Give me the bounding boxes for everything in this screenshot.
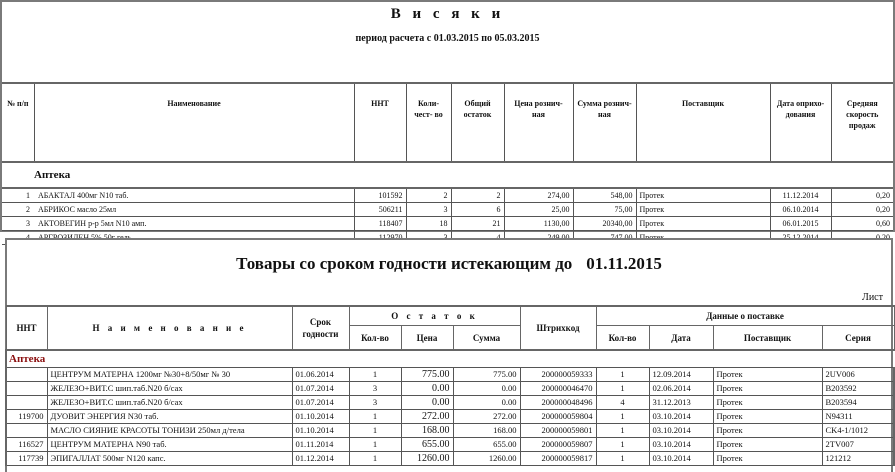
cell-nnt	[6, 396, 47, 410]
cell-barcode: 200000048496	[520, 396, 596, 410]
report-stale-goods	[0, 0, 895, 232]
cell-speed: 0,60	[831, 217, 893, 231]
cell-delivery-supplier: Протек	[713, 368, 822, 382]
cell-delivery-date: 03.10.2014	[649, 424, 713, 438]
cell-qty: 3	[406, 203, 451, 217]
table-row	[6, 452, 894, 466]
cell-expiry: 01.06.2014	[292, 368, 349, 382]
cell-name: ДУОВИТ ЭНЕРГИЯ N30 таб.	[47, 410, 292, 424]
col-header-speed: Средняя скорость продаж	[831, 83, 893, 162]
col-header-stock-sum: Сумма	[453, 326, 520, 351]
report-title: В и с я к и	[390, 6, 505, 22]
cell-name: МАСЛО СИЯНИЕ КРАСОТЫ ТОНИЗИ 250мл д/тела	[47, 424, 292, 438]
col-header-expiry: Срок годности	[292, 306, 349, 350]
cell-num: 2	[2, 203, 34, 217]
cell-nnt: 101592	[354, 188, 406, 203]
cell-num: 1	[2, 188, 34, 203]
cell-stock-sum: 1260.00	[453, 452, 520, 466]
cell-delivery-supplier: Протек	[713, 424, 822, 438]
stale-goods-table	[2, 82, 893, 245]
cell-date: 11.12.2014	[770, 188, 831, 203]
cell-expiry: 01.12.2014	[292, 452, 349, 466]
cell-stock-price: 1260.00	[401, 452, 453, 466]
cell-delivery-series: 2UV006	[822, 368, 894, 382]
report-title-date: 01.11.2015	[586, 254, 662, 273]
cell-stock-sum: 168.00	[453, 424, 520, 438]
cell-name: ЦЕНТРУМ МАТЕРНА N90 таб.	[47, 438, 292, 452]
expiring-goods-table	[5, 305, 895, 466]
cell-stock-price: 272.00	[401, 410, 453, 424]
cell-barcode: 200000059333	[520, 368, 596, 382]
cell-delivery-date: 02.06.2014	[649, 382, 713, 396]
cell-name: ЖЕЛЕЗО+ВИТ.С шип.таб.N20 б/сах	[47, 382, 292, 396]
cell-stock-price: 168.00	[401, 424, 453, 438]
cell-stock-price: 0.00	[401, 396, 453, 410]
cell-expiry: 01.07.2014	[292, 396, 349, 410]
cell-delivery-series: 121212	[822, 452, 894, 466]
cell-nnt: 118407	[354, 217, 406, 231]
cell-delivery-qty: 1	[596, 382, 649, 396]
cell-price: 25,00	[504, 203, 573, 217]
table-row	[6, 438, 894, 452]
cell-delivery-date: 03.10.2014	[649, 452, 713, 466]
sheet-label: Лист	[862, 292, 883, 303]
cell-expiry: 01.10.2014	[292, 410, 349, 424]
cell-stock-qty: 1	[349, 368, 401, 382]
col-header-date: Дата оприхо- дования	[770, 83, 831, 162]
cell-price: 274,00	[504, 188, 573, 203]
cell-delivery-series: B203592	[822, 382, 894, 396]
group-label: Аптека	[2, 162, 893, 188]
col-header-delivery-group: Данные о поставке	[596, 306, 894, 326]
table-row	[6, 382, 894, 396]
cell-name: АБРИКОС масло 25мл	[34, 203, 354, 217]
cell-qty: 2	[406, 188, 451, 203]
cell-supplier: Протек	[636, 188, 770, 203]
group-label: Аптека	[6, 350, 894, 368]
col-header-delivery-series: Серия	[822, 326, 894, 351]
col-header-delivery-supplier: Поставщик	[713, 326, 822, 351]
col-header-num: № п/п	[2, 83, 34, 162]
col-header-nnt: ННТ	[6, 306, 47, 350]
cell-delivery-supplier: Протек	[713, 396, 822, 410]
table-row	[6, 410, 894, 424]
cell-price: 1130,00	[504, 217, 573, 231]
cell-delivery-qty: 4	[596, 396, 649, 410]
cell-date: 06.01.2015	[770, 217, 831, 231]
cell-delivery-date: 03.10.2014	[649, 438, 713, 452]
cell-date: 06.10.2014	[770, 203, 831, 217]
cell-barcode: 200000059804	[520, 410, 596, 424]
col-header-delivery-date: Дата	[649, 326, 713, 351]
cell-delivery-qty: 1	[596, 410, 649, 424]
cell-stock-price: 655.00	[401, 438, 453, 452]
col-header-name: Наименование	[34, 83, 354, 162]
cell-stock-qty: 1	[349, 424, 401, 438]
cell-barcode: 200000059807	[520, 438, 596, 452]
col-header-supplier: Поставщик	[636, 83, 770, 162]
cell-speed: 0,20	[831, 203, 893, 217]
cell-stock-sum: 0.00	[453, 396, 520, 410]
report-expiring-goods	[5, 238, 893, 472]
cell-barcode: 200000059801	[520, 424, 596, 438]
report-title	[7, 254, 891, 274]
group-row	[2, 162, 893, 188]
col-header-sum: Сумма рознич- ная	[573, 83, 636, 162]
table-row	[6, 396, 894, 410]
cell-supplier: Протек	[636, 217, 770, 231]
cell-delivery-qty: 1	[596, 438, 649, 452]
cell-expiry: 01.07.2014	[292, 382, 349, 396]
cell-delivery-date: 31.12.2013	[649, 396, 713, 410]
cell-stock: 6	[451, 203, 504, 217]
cell-expiry: 01.11.2014	[292, 438, 349, 452]
cell-nnt: 506211	[354, 203, 406, 217]
cell-speed: 0,20	[831, 188, 893, 203]
cell-delivery-supplier: Протек	[713, 438, 822, 452]
cell-delivery-series: N94311	[822, 410, 894, 424]
cell-nnt: 116527	[6, 438, 47, 452]
cell-name: АБАКТАЛ 400мг N10 таб.	[34, 188, 354, 203]
col-header-price: Цена рознич- ная	[504, 83, 573, 162]
table-row	[6, 368, 894, 382]
table-row	[2, 188, 893, 203]
cell-stock-qty: 3	[349, 396, 401, 410]
cell-delivery-qty: 1	[596, 452, 649, 466]
cell-delivery-supplier: Протек	[713, 410, 822, 424]
cell-name: АКТОВЕГИН р-р 5мл N10 амп.	[34, 217, 354, 231]
cell-delivery-qty: 1	[596, 424, 649, 438]
cell-stock-qty: 1	[349, 410, 401, 424]
report-period: период расчета с 01.03.2015 по 05.03.2015	[355, 33, 540, 44]
table-header-row	[2, 83, 893, 162]
col-header-stock-price: Цена	[401, 326, 453, 351]
cell-delivery-supplier: Протек	[713, 382, 822, 396]
cell-delivery-date: 03.10.2014	[649, 410, 713, 424]
cell-stock: 21	[451, 217, 504, 231]
cell-nnt: 117739	[6, 452, 47, 466]
cell-sum: 20340,00	[573, 217, 636, 231]
cell-stock-sum: 0.00	[453, 382, 520, 396]
cell-sum: 548,00	[573, 188, 636, 203]
cell-barcode: 200000059817	[520, 452, 596, 466]
cell-qty: 18	[406, 217, 451, 231]
cell-num: 3	[2, 217, 34, 231]
cell-delivery-series: 2TV007	[822, 438, 894, 452]
col-header-qty: Коли- чест- во	[406, 83, 451, 162]
col-header-delivery-qty: Кол-во	[596, 326, 649, 351]
cell-nnt	[6, 382, 47, 396]
cell-stock-qty: 1	[349, 452, 401, 466]
table-row	[2, 217, 893, 231]
cell-delivery-supplier: Протек	[713, 452, 822, 466]
cell-supplier: Протек	[636, 203, 770, 217]
cell-name: ЖЕЛЕЗО+ВИТ.С шип.таб.N20 б/сах	[47, 396, 292, 410]
cell-name: ЭПИГАЛЛАТ 500мг N120 капс.	[47, 452, 292, 466]
col-header-barcode: Штрихкод	[520, 306, 596, 350]
cell-nnt: 119700	[6, 410, 47, 424]
cell-nnt	[6, 368, 47, 382]
cell-delivery-qty: 1	[596, 368, 649, 382]
col-header-name: Н а и м е н о в а н и е	[47, 306, 292, 350]
cell-delivery-date: 12.09.2014	[649, 368, 713, 382]
report-title-text: Товары со сроком годности истекающим до	[236, 254, 573, 273]
cell-stock-sum: 272.00	[453, 410, 520, 424]
cell-stock: 2	[451, 188, 504, 203]
col-header-stock-qty: Кол-во	[349, 326, 401, 351]
cell-stock-sum: 775.00	[453, 368, 520, 382]
table-row	[6, 424, 894, 438]
cell-stock-price: 775.00	[401, 368, 453, 382]
cell-stock-qty: 3	[349, 382, 401, 396]
cell-sum: 75,00	[573, 203, 636, 217]
table-row	[2, 203, 893, 217]
cell-barcode: 200000046470	[520, 382, 596, 396]
col-header-nnt: ННТ	[354, 83, 406, 162]
cell-expiry: 01.10.2014	[292, 424, 349, 438]
table-header-row	[6, 306, 894, 326]
cell-stock-sum: 655.00	[453, 438, 520, 452]
cell-nnt	[6, 424, 47, 438]
cell-stock-price: 0.00	[401, 382, 453, 396]
col-header-stock-group: О с т а т о к	[349, 306, 520, 326]
cell-stock-qty: 1	[349, 438, 401, 452]
cell-delivery-series: CK4-1/1012	[822, 424, 894, 438]
group-row	[6, 350, 894, 368]
cell-delivery-series: B203594	[822, 396, 894, 410]
cell-name: ЦЕНТРУМ МАТЕРНА 1200мг №30+8/50мг № 30	[47, 368, 292, 382]
col-header-stock: Общий остаток	[451, 83, 504, 162]
